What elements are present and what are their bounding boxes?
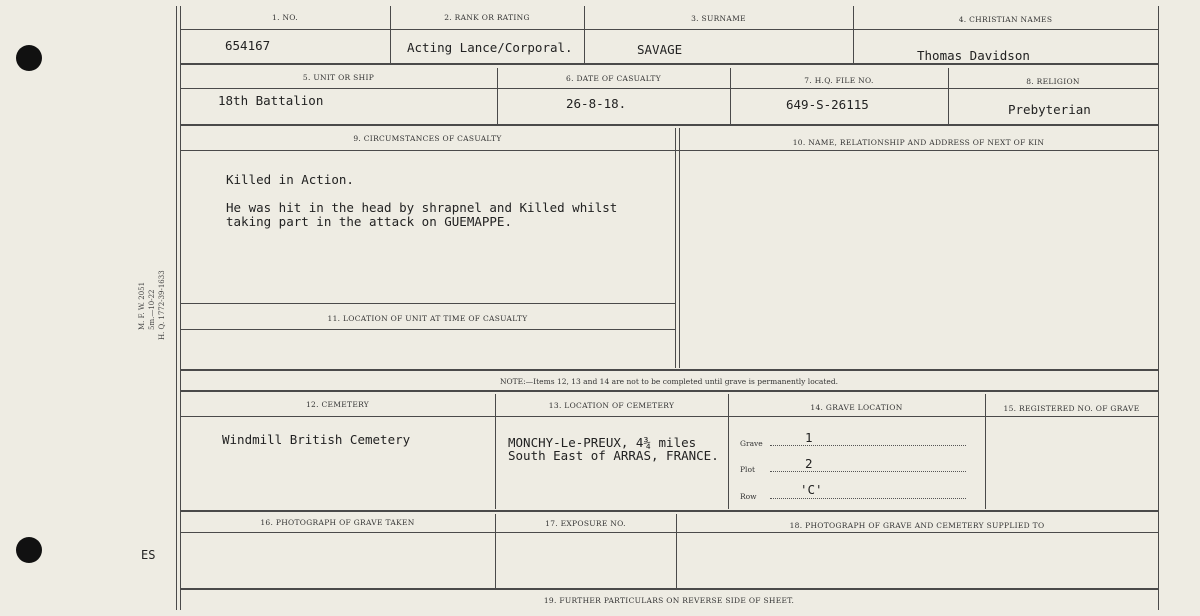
unit-value: 18th Battalion — [218, 93, 324, 108]
cemetery-value: Windmill British Cemetery — [222, 432, 411, 447]
circumstances-line2: He was hit in the head by shrapnel and Killed whilst — [226, 200, 618, 215]
cemetery-label: 12. CEMETERY — [305, 400, 370, 409]
surname-value: SAVAGE — [637, 42, 683, 57]
no-label: 1. NO. — [272, 13, 298, 22]
row1-bottom — [180, 63, 1158, 65]
surname-label: 3. SURNAME — [691, 14, 746, 23]
grave-field-label: Grave — [740, 439, 763, 448]
punch-hole-top — [16, 45, 42, 71]
location-unit-top — [180, 303, 675, 304]
row7-top — [180, 588, 1158, 590]
grave-note: NOTE:—Items 12, 13 and 14 are not to be completed until grave is permanently located. — [499, 377, 839, 386]
divider — [679, 128, 680, 368]
hq-file-value: 649-S-26115 — [786, 97, 869, 112]
punch-hole-bottom — [16, 537, 42, 563]
row6-label-rule — [180, 532, 1158, 533]
cemetery-location-label: 13. LOCATION OF CEMETERY — [548, 401, 675, 410]
location-unit-label: 11. LOCATION OF UNIT AT TIME OF CASUALTY — [327, 314, 528, 323]
cemetery-location-line2: South East of ARRAS, FRANCE. — [508, 448, 719, 463]
hq-file-label: 7. H.Q. FILE NO. — [804, 76, 874, 85]
form-number: M. F. W. 2051 — [138, 281, 146, 330]
date-value: 26-8-18. — [566, 96, 627, 111]
registered-no-label: 15. REGISTERED NO. OF GRAVE — [1003, 404, 1140, 413]
photo-taken-label: 16. PHOTOGRAPH OF GRAVE TAKEN — [260, 518, 415, 527]
circumstances-line1: Killed in Action. — [226, 172, 354, 187]
circumstances-line3: taking part in the attack on GUEMAPPE. — [226, 214, 512, 229]
grave-field-line — [770, 445, 966, 446]
right-border — [1158, 6, 1159, 610]
row2-bottom — [180, 124, 1158, 126]
divider — [675, 128, 676, 368]
row-field-label: Row — [740, 492, 757, 501]
location-unit-rule — [180, 329, 675, 330]
christian-names-label: 4. CHRISTIAN NAMES — [958, 15, 1053, 24]
religion-label: 8. RELIGION — [1026, 77, 1080, 86]
form-print-run: 5m.—10-22 — [148, 289, 156, 330]
photo-supplied-label: 18. PHOTOGRAPH OF GRAVE AND CEMETERY SUPPLIED TO — [789, 521, 1045, 530]
row-letter: 'C' — [800, 482, 823, 497]
grave-location-label: 14. GRAVE LOCATION — [810, 403, 903, 412]
unit-label: 5. UNIT OR SHIP — [302, 73, 375, 82]
row3-label-rule — [180, 150, 1158, 151]
circumstances-label: 9. CIRCUMSTANCES OF CASUALTY — [353, 134, 502, 143]
row6-top — [180, 510, 1158, 512]
row2-label-rule — [180, 88, 1158, 89]
regimental-number: 654167 — [225, 38, 271, 53]
grave-number: 1 — [805, 430, 813, 445]
plot-number: 2 — [805, 456, 813, 471]
clerk-initials: ES — [141, 548, 156, 562]
rank-value: Acting Lance/Corporal. — [407, 40, 573, 55]
exposure-label: 17. EXPOSURE NO. — [545, 519, 626, 528]
row-field-line — [770, 498, 966, 499]
plot-field-line — [770, 471, 966, 472]
row1-label-rule — [180, 29, 1158, 30]
divider — [495, 394, 496, 509]
christian-names-value: Thomas Davidson — [917, 48, 1030, 63]
further-particulars-label: 19. FURTHER PARTICULARS ON REVERSE SIDE OF SHEET. — [543, 596, 795, 605]
note-top — [180, 369, 1158, 371]
left-border — [176, 6, 177, 610]
date-label: 6. DATE OF CASUALTY — [566, 74, 661, 83]
next-of-kin-label: 10. NAME, RELATIONSHIP AND ADDRESS OF NEXT OF KIN — [792, 138, 1045, 147]
rank-label: 2. RANK OR RATING — [444, 13, 530, 22]
cemetery-location-line1: MONCHY-Le-PREUX, 4¾ miles — [508, 435, 697, 450]
row5-label-rule — [180, 416, 1158, 417]
form-hq-number: H. Q. 1772-39-1633 — [158, 270, 166, 340]
religion-value: Prebyterian — [1008, 102, 1091, 117]
note-bottom — [180, 390, 1158, 392]
plot-field-label: Plot — [740, 465, 755, 474]
